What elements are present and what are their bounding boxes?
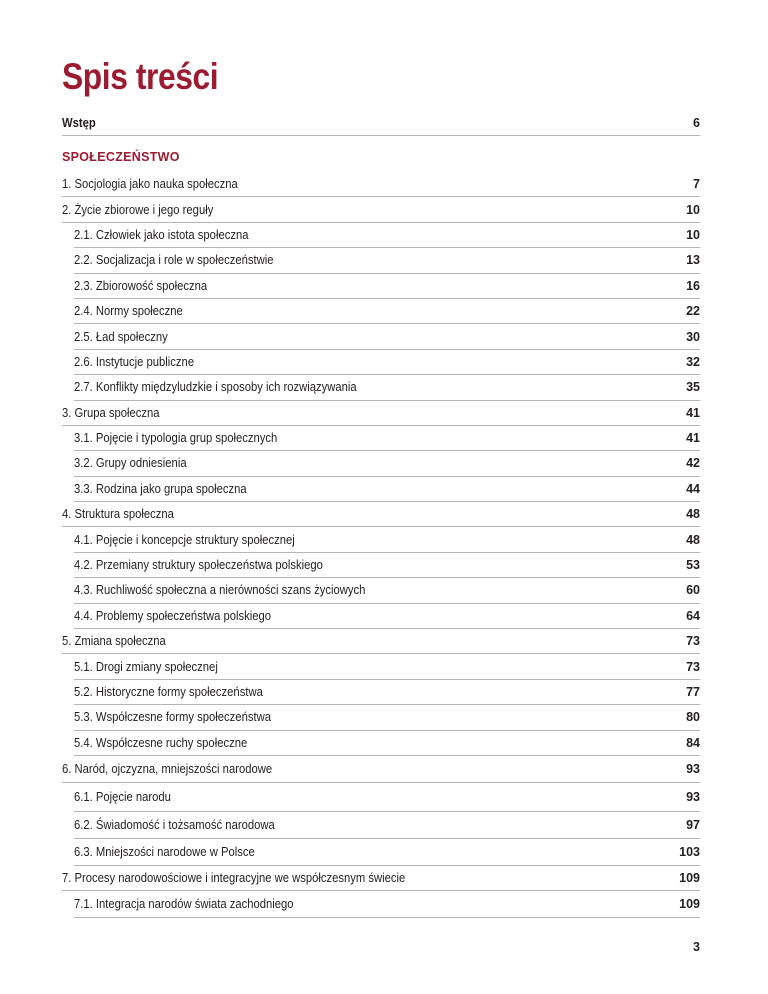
toc-subentry[interactable] <box>74 839 700 866</box>
toc-subentry[interactable] <box>74 350 700 375</box>
toc-entry-page: 35 <box>686 380 700 395</box>
toc-subentry[interactable] <box>74 654 700 679</box>
toc-entry-page: 10 <box>686 202 700 217</box>
toc-entry-page: 73 <box>686 659 700 674</box>
toc-entry[interactable] <box>62 401 700 426</box>
toc-subentry[interactable] <box>74 812 700 839</box>
toc-entry-page: 48 <box>686 507 700 522</box>
toc-entry-page: 80 <box>686 710 700 725</box>
toc-entry[interactable] <box>62 197 700 222</box>
toc-entry-page: 103 <box>679 844 700 859</box>
toc-entry-label: 4.1. Pojęcie i koncepcje struktury społecznej <box>74 532 295 547</box>
toc-entry-label: 4.3. Ruchliwość społeczna a nierówności szans życiowych <box>74 583 366 598</box>
toc-entry-page: 73 <box>686 634 700 649</box>
toc-entry-page: 41 <box>686 431 700 446</box>
table-of-contents <box>62 110 700 918</box>
toc-entry-label: 2.6. Instytucje publiczne <box>74 354 195 369</box>
toc-page <box>62 0 700 994</box>
toc-entry[interactable] <box>62 756 700 783</box>
toc-entry-label: 1. Socjologia jako nauka społeczna <box>62 177 238 192</box>
toc-entry-page: 22 <box>686 304 700 319</box>
toc-entry-label: 2.2. Socjalizacja i role w społeczeństwie <box>74 253 274 268</box>
toc-entry-label: 2.4. Normy społeczne <box>74 304 183 319</box>
toc-subentry[interactable] <box>74 731 700 756</box>
toc-entry-page: 16 <box>686 278 700 293</box>
toc-entry-page: 6 <box>693 115 700 130</box>
toc-entry-label: 5.1. Drogi zmiany społecznej <box>74 659 218 674</box>
toc-entry-label: 5.3. Współczesne formy społeczeństwa <box>74 710 271 725</box>
toc-subentry[interactable] <box>74 553 700 578</box>
toc-entry-page: 48 <box>686 532 700 547</box>
toc-entry-page: 32 <box>686 354 700 369</box>
toc-entry-label: 2.5. Ład społeczny <box>74 329 168 344</box>
toc-entry[interactable] <box>62 502 700 527</box>
toc-subentry[interactable] <box>74 578 700 603</box>
toc-subentry[interactable] <box>74 375 700 400</box>
toc-entry-label: 5. Zmiana społeczna <box>62 634 166 649</box>
toc-entry-page: 93 <box>686 789 700 804</box>
toc-entry-label: 4. Struktura społeczna <box>62 507 174 522</box>
toc-entry[interactable] <box>62 866 700 891</box>
toc-subentry[interactable] <box>74 324 700 349</box>
toc-entry-page: 10 <box>686 227 700 242</box>
toc-entry-page: 93 <box>686 761 700 776</box>
toc-subentry[interactable] <box>74 604 700 629</box>
page-number: 3 <box>693 940 700 954</box>
toc-entry-page: 109 <box>679 871 700 886</box>
toc-entry-label: 2.3. Zbiorowość społeczna <box>74 278 208 293</box>
toc-entry-page: 41 <box>686 405 700 420</box>
toc-entry-label: 7.1. Integracja narodów świata zachodniego <box>74 897 294 912</box>
toc-entry-label: 6.2. Świadomość i tożsamość narodowa <box>74 817 275 832</box>
toc-entry[interactable] <box>62 629 700 654</box>
toc-entry-label: 3.1. Pojęcie i typologia grup społecznych <box>74 431 278 446</box>
toc-entry-label: 5.4. Współczesne ruchy społeczne <box>74 735 248 750</box>
toc-entry[interactable] <box>62 172 700 197</box>
toc-entry-page: 13 <box>686 253 700 268</box>
toc-entry-label: 6.3. Mniejszości narodowe w Polsce <box>74 844 255 859</box>
toc-entry-label: 2.7. Konflikty międzyludzkie i sposoby ich rozwiązywania <box>74 380 357 395</box>
toc-subentry[interactable] <box>74 680 700 705</box>
toc-entry-page: 53 <box>686 558 700 573</box>
toc-entry-page: 97 <box>686 817 700 832</box>
toc-entry-page: 109 <box>679 897 700 912</box>
toc-entry-label: 3.3. Rodzina jako grupa społeczna <box>74 481 247 496</box>
toc-entry-label: 4.2. Przemiany struktury społeczeństwa polskiego <box>74 558 323 573</box>
toc-subentry[interactable] <box>74 527 700 552</box>
toc-entries <box>62 172 700 918</box>
toc-entry-label: 2. Życie zbiorowe i jego reguły <box>62 202 214 217</box>
toc-entry-label: 7. Procesy narodowościowe i integracyjne we współczesnym świecie <box>62 871 406 886</box>
toc-entry-page: 84 <box>686 735 700 750</box>
toc-entry-page: 7 <box>693 177 700 192</box>
section-heading: SPOŁECZEŃSTWO <box>62 150 180 164</box>
toc-entry-page: 77 <box>686 685 700 699</box>
toc-entry-page: 42 <box>686 456 700 471</box>
toc-entry-page: 64 <box>686 608 700 623</box>
toc-subentry[interactable] <box>74 299 700 324</box>
toc-entry-page: 44 <box>686 481 700 496</box>
toc-subentry[interactable] <box>74 891 700 918</box>
toc-entry-label: 3. Grupa społeczna <box>62 405 160 420</box>
toc-entry-label: 2.1. Człowiek jako istota społeczna <box>74 227 249 242</box>
toc-subentry[interactable] <box>74 705 700 730</box>
toc-subentry[interactable] <box>74 426 700 451</box>
toc-entry-label: 6.1. Pojęcie narodu <box>74 789 171 804</box>
toc-entry-intro[interactable] <box>62 110 700 136</box>
toc-subentry[interactable] <box>74 783 700 812</box>
toc-entry-page: 30 <box>686 329 700 344</box>
toc-entry-page: 60 <box>686 583 700 598</box>
toc-entry-label: Wstęp <box>62 115 96 130</box>
toc-subentry[interactable] <box>74 477 700 502</box>
toc-subentry[interactable] <box>74 248 700 273</box>
toc-subentry[interactable] <box>74 274 700 299</box>
page-title: Spis treści <box>62 56 219 97</box>
toc-entry-label: 4.4. Problemy społeczeństwa polskiego <box>74 608 271 623</box>
toc-entry-label: 3.2. Grupy odniesienia <box>74 456 187 471</box>
toc-entry-label: 6. Naród, ojczyzna, mniejszości narodowe <box>62 761 273 776</box>
toc-entry-label: 5.2. Historyczne formy społeczeństwa <box>74 685 263 699</box>
toc-subentry[interactable] <box>74 451 700 476</box>
toc-subentry[interactable] <box>74 223 700 248</box>
